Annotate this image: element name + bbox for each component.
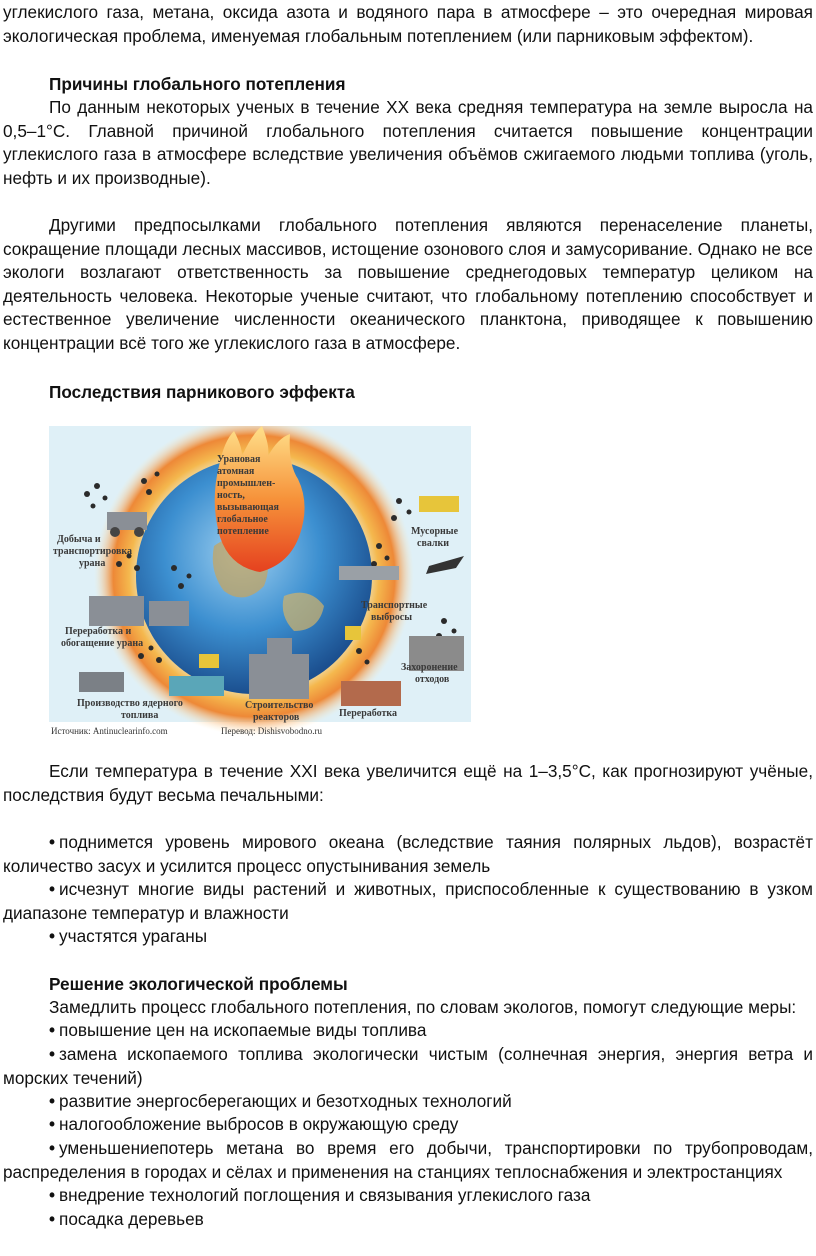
solution-bullet [3,1043,813,1090]
bullet-text: повышение цен на ископаемые виды топлива [59,1020,427,1040]
consequence-bullet [3,925,813,949]
consequence-bullet [3,878,813,925]
label-mining: Добыча и [57,534,101,545]
center-label-line: промышлен- [217,478,276,489]
solution-bullet [3,1208,813,1232]
solution-heading: Решение экологической проблемы [49,974,348,994]
bullet-text: исчезнут многие виды растений и животных, приспособленные к существованию в узком диапазоне температур и влажности [3,879,813,923]
center-label-line: вызывающая [217,502,279,513]
bullet-text: налогообложение выбросов в окружающую среду [59,1114,459,1134]
causes-paragraph-2: Другими предпосылками глобального потепления являются перенаселение планеты, сокращение площади лесных массивов, истощение озонового слоя и замусоривание. Однако не все экологи возлагают ответственность за повышение среднегодовых температур целиком на деятельность человека. Некоторые ученые считают, что глобальному потеплению способствует и естественное увеличение численности океанического планктона, приводящее к повышению концентрации всё того же углекислого газа в атмосфере. [3,215,813,353]
label-dumps: свалки [417,538,450,549]
label-fuel: Производство ядерного [77,698,183,709]
solution-bullet [3,1184,813,1208]
label-burial: Захоронение [401,662,458,673]
figure-translation: Перевод: Dishisvobodno.ru [221,726,322,736]
bullet-icon: • [49,1185,56,1205]
label-reactors: Строительство [245,700,314,711]
bullet-icon: • [49,1044,56,1064]
label-transport: Транспортные [361,600,428,611]
label-processing: обогащение урана [61,638,144,649]
label-mining: урана [79,558,106,569]
bullet-icon: • [49,879,56,899]
consequence-bullet [3,831,813,878]
bullet-icon: • [49,1020,56,1040]
bullet-icon: • [49,926,56,946]
center-label-line: ность, [217,490,245,501]
causes-paragraph-1: По данным некоторых ученых в течение XX века средняя температура на земле выросла на 0,5–1°С. Главной причиной глобального потепления считается повышение концентрации углекислого газа в атмосфере вследствие увеличения объёмов сжигаемого людьми топлива (уголь, нефть и их производные). [3,97,813,188]
bullet-icon: • [49,1091,56,1111]
solution-bullet [3,1137,813,1184]
causes-heading: Причины глобального потепления [49,74,346,94]
bullet-icon: • [49,832,56,852]
bullet-text: внедрение технологий поглощения и связывания углекислого газа [59,1185,591,1205]
bullet-text: замена ископаемого топлива экологически чистым (солнечная энергия, энергия ветра и морских течений) [3,1044,813,1088]
label-burial: отходов [415,674,450,685]
center-label-line: Урановая [217,454,261,465]
consequences-heading: Последствия парникового эффекта [49,382,355,402]
greenhouse-infographic [49,426,471,738]
intro-paragraph: углекислого газа, метана, оксида азота и водяного пара в атмосфере – это очередная мировая экологическая проблема, именуемая глобальным потеплением (или парниковым эффектом). [3,2,813,46]
center-label-line: атомная [217,466,255,477]
bullet-icon: • [49,1209,56,1229]
infographic-image [49,426,471,738]
bullet-text: посадка деревьев [59,1209,204,1229]
figure-source: Источник: Antinuclearinfo.com [51,726,168,736]
solution-bullet [3,1113,813,1137]
label-transport: выбросы [371,612,413,623]
label-mining: транспортировка [53,546,132,557]
bullet-text: участятся ураганы [59,926,208,946]
bullet-text: поднимется уровень мирового океана (вследствие таяния полярных льдов), возрастёт количество засух и усилится процесс опустынивания земель [3,832,813,876]
label-dumps: Мусорные [411,526,459,537]
bullet-icon: • [49,1138,56,1158]
center-label-line: глобальное [217,514,268,525]
solution-bullet [3,1019,813,1043]
consequences-paragraph: Если температура в течение XXI века увеличится ещё на 1–3,5°С, как прогнозируют учёные, последствия будут весьма печальными: [3,761,813,805]
solution-intro: Замедлить процесс глобального потепления, по словам экологов, помогут следующие меры: [49,997,797,1017]
label-processing: Переработка и [65,626,132,637]
bullet-text: уменьшениепотерь метана во время его добычи, транспортировки по трубопроводам, распределения в городах и сёлах и применения на станциях теплоснабжения и электростанциях [3,1138,813,1182]
center-label-line: потепление [217,526,269,537]
label-recycling: Переработка [339,708,398,719]
bullet-icon: • [49,1114,56,1134]
label-fuel: топлива [121,710,159,721]
label-reactors: реакторов [253,712,300,723]
solution-bullet [3,1090,813,1114]
bullet-text: развитие энергосберегающих и безотходных технологий [59,1091,512,1111]
